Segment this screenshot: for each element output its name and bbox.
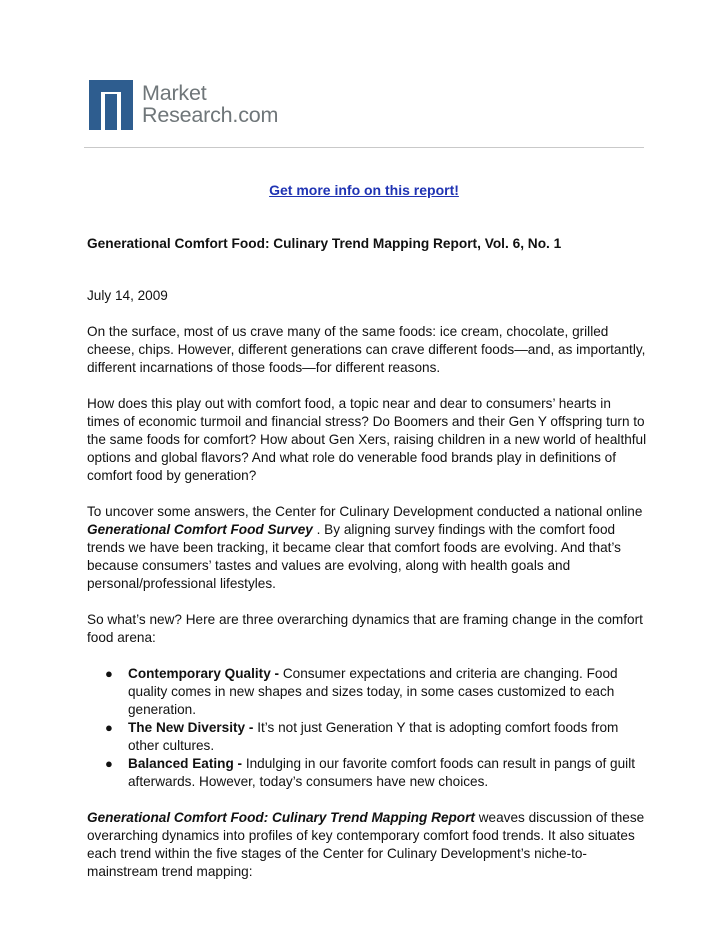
paragraph-3-lead: To uncover some answers, the Center for Culinary Development conducted a national online <box>87 504 643 519</box>
bullet-text: Indulging in our favorite comfort foods can result in pangs of guilt afterwards. However, today’s consumers have new choices. <box>128 756 635 789</box>
report-name: Generational Comfort Food: Culinary Trend Mapping Report <box>87 810 475 825</box>
list-item <box>87 665 647 719</box>
document-body <box>87 235 647 881</box>
paragraph-5-rest: weaves discussion of these overarching dynamics into profiles of key contemporary comfort food trends. It also situates each trend within the five stages of the Center for Culinary Development’s niche-to-mainstream trend mapping: <box>87 810 645 879</box>
cta-container <box>0 182 728 200</box>
header-divider <box>84 147 644 148</box>
marketresearch-logo[interactable] <box>89 80 278 130</box>
paragraph-1: On the surface, most of us crave many of the same foods: ice cream, chocolate, grilled cheese, chips. However, different generations can crave different foods—and, as importantly, different incarnations of those foods—for different reasons. <box>87 324 646 375</box>
logo-line-2: Research.com <box>142 103 279 127</box>
bullet-icon: ● <box>105 756 113 771</box>
logo-line-1: Market <box>142 81 207 105</box>
bullet-term: Balanced Eating - <box>128 756 246 771</box>
paragraph-5 <box>87 809 647 881</box>
logo-mark-icon <box>89 80 133 130</box>
paragraph-2: How does this play out with comfort food, a topic near and dear to consumers’ hearts in times of economic turmoil and financial stress? Do Boomers and their Gen Y offspring turn to the same foods for comfort? How about Gen Xers, raising children in a new world of healthful options and global flavors? And what role do venerable food brands play in definitions of comfort food by generation? <box>87 396 647 483</box>
list-item <box>87 755 647 791</box>
paragraph-3-rest: . By aligning survey findings with the comfort food trends we have been tracking, it became clear that comfort foods are evolving. And that’s because consumers’ tastes and values are evolving, along with health goals and personal/professional lifestyles. <box>87 522 621 591</box>
report-title: Generational Comfort Food: Culinary Trend Mapping Report, Vol. 6, No. 1 <box>87 236 562 251</box>
dynamics-list <box>87 665 647 791</box>
bullet-icon: ● <box>105 666 113 681</box>
bullet-term: Contemporary Quality - <box>128 666 283 681</box>
logo-wordmark <box>142 82 278 126</box>
get-more-info-link[interactable]: Get more info on this report! <box>269 182 459 198</box>
bullet-text: Consumer expectations and criteria are changing. Food quality comes in new shapes and sizes today, in some cases customized to each generation. <box>128 666 618 717</box>
list-item <box>87 719 647 755</box>
paragraph-3 <box>87 503 647 593</box>
paragraph-4: So what’s new? Here are three overarching dynamics that are framing change in the comfort food arena: <box>87 612 643 645</box>
bullet-term: The New Diversity - <box>128 720 258 735</box>
bullet-text: It’s not just Generation Y that is adopting comfort foods from other cultures. <box>128 720 619 753</box>
report-date: July 14, 2009 <box>87 288 168 303</box>
survey-name: Generational Comfort Food Survey <box>87 522 313 537</box>
bullet-icon: ● <box>105 720 113 735</box>
